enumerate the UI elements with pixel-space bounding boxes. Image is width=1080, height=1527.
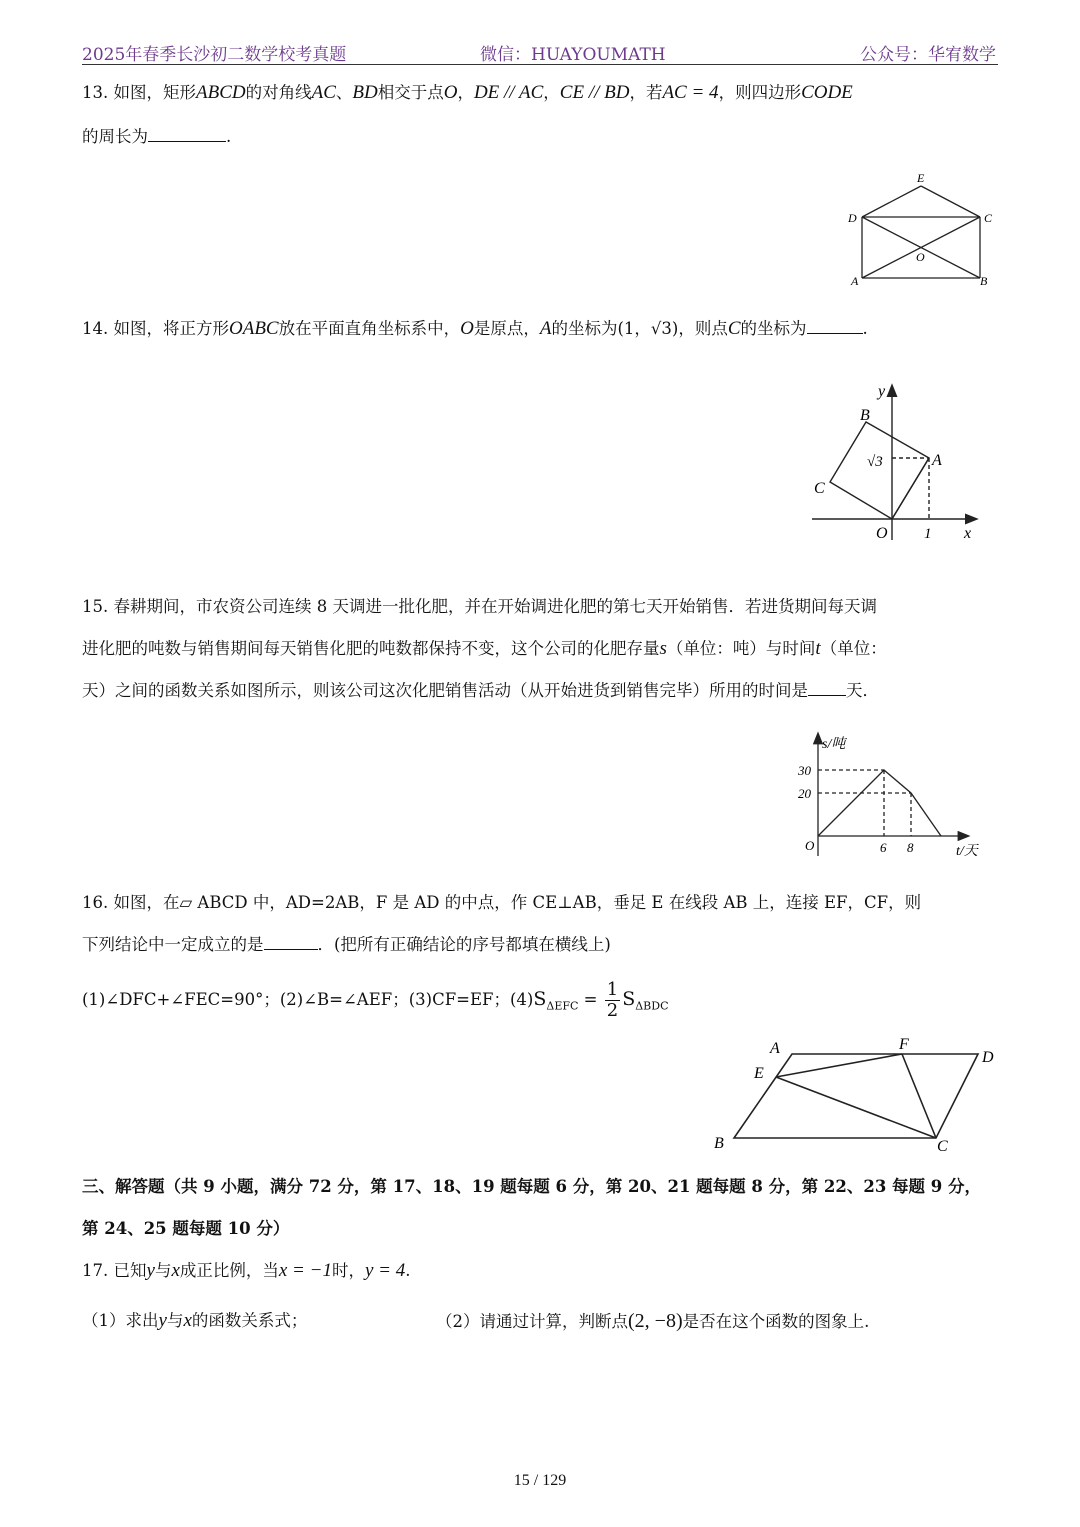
text: . <box>862 319 868 338</box>
text: 如图，在▱ ABCD 中，AD=2AB，F 是 AD 的中点，作 CE⊥AB，垂足 E 在线段 AB 上，连接 EF，CF，则 <box>113 893 922 912</box>
text: ， <box>543 83 560 102</box>
math-s: s <box>659 638 667 659</box>
math-y: y <box>158 1310 167 1331</box>
math-sub-efc: ΔEFC <box>546 999 579 1013</box>
axis-x-label: x <box>964 525 972 542</box>
question-17 <box>82 1260 410 1282</box>
question-number: 17. <box>82 1261 109 1280</box>
math-abcd: ABCD <box>196 82 246 103</box>
math-t: t <box>815 638 821 659</box>
label-e: E <box>917 171 925 185</box>
text: . <box>226 127 232 146</box>
question-number: 15. <box>82 597 109 616</box>
math-x-equals-neg1: x = −1 <box>278 1260 332 1281</box>
label-o: O <box>876 525 888 542</box>
text: ，则四边形 <box>718 83 802 102</box>
question-13-line1 <box>82 82 853 104</box>
label-d: D <box>848 211 857 225</box>
tick-1: 1 <box>924 526 932 542</box>
denominator: 2 <box>606 1000 619 1021</box>
math-s: S <box>533 988 547 1010</box>
fraction-half <box>605 980 620 1021</box>
label-a: A <box>932 452 942 469</box>
question-15-line2 <box>82 638 887 660</box>
options-text: (1)∠DFC+∠FEC=90°；(2)∠B=∠AEF；(3)CF=EF；(4) <box>82 990 534 1009</box>
math-y-equals-4: y = 4 <box>364 1260 406 1281</box>
math-x: x <box>171 1260 180 1281</box>
text: 天）之间的函数关系如图所示，则该公司这次化肥销售活动（从开始进货到销售完毕）所用的时间是 <box>82 681 808 700</box>
figure-15-stock-graph <box>786 728 986 863</box>
math-c: C <box>727 318 741 339</box>
label-c: C <box>937 1138 948 1155</box>
label-c: C <box>984 211 993 225</box>
text: 的坐标为(1， <box>551 319 651 338</box>
text: ，若 <box>629 83 663 102</box>
label-a: A <box>851 274 859 288</box>
origin-label: O <box>805 838 815 853</box>
math-a: A <box>539 318 552 339</box>
axis-y-label: s/吨 <box>822 737 846 752</box>
math-o: O <box>443 82 458 103</box>
answer-blank <box>807 319 863 334</box>
tick-sqrt3: √3 <box>867 454 883 470</box>
figure-13-rectangle <box>840 168 1000 292</box>
tick-30: 30 <box>798 763 811 778</box>
text: 是否在这个函数的图象上. <box>682 1312 870 1331</box>
question-17-part-2 <box>436 1310 869 1333</box>
text: 放在平面直角坐标系中， <box>278 319 461 338</box>
label-b: B <box>980 274 988 288</box>
text: 的坐标为 <box>740 319 807 338</box>
text: ．(把所有正确结论的序号都填在横线上) <box>317 935 611 954</box>
question-number: 16. <box>82 893 109 912</box>
figure-14-square-coordinates <box>808 380 988 545</box>
label-f: F <box>899 1036 909 1053</box>
text: 已知 <box>113 1261 147 1280</box>
question-16-options <box>82 976 669 1029</box>
text: 的周长为 <box>82 127 148 146</box>
label-o: O <box>916 250 925 264</box>
question-13-line2 <box>82 126 231 148</box>
question-16-line2 <box>82 934 611 956</box>
label-c: C <box>814 480 825 497</box>
label-d: D <box>982 1049 994 1066</box>
text: （单位： <box>820 639 887 658</box>
math-bd: BD <box>352 82 378 103</box>
axis-y-label: y <box>878 383 886 400</box>
numerator: 1 <box>606 979 619 1000</box>
text: ， <box>457 83 474 102</box>
axis-x-label: t/天 <box>956 844 978 859</box>
header-wechat: 微信：HUAYOUMATH <box>480 45 666 65</box>
question-number: 13. <box>82 83 109 102</box>
math-sub-bdc: ΔBDC <box>635 999 669 1013</box>
label-a: A <box>770 1040 780 1057</box>
question-14-line1 <box>82 318 868 340</box>
text: 如图，矩形 <box>113 83 196 102</box>
answer-blank <box>264 935 318 950</box>
text: 进化肥的吨数与销售期间每天销售化肥的吨数都保持不变，这个公司的化肥存量 <box>82 639 660 658</box>
answer-blank <box>808 681 846 696</box>
question-17-part-1 <box>82 1310 307 1332</box>
text: （单位：吨）与时间 <box>666 639 816 658</box>
math-de-parallel-ac: DE // AC <box>473 82 544 103</box>
text: 是原点， <box>473 319 540 338</box>
text: （2）请通过计算，判断点 <box>436 1312 628 1331</box>
section-3-heading <box>82 1176 981 1198</box>
question-15-line1 <box>82 596 877 618</box>
math-ac-equals-4: AC = 4 <box>662 82 719 103</box>
math-x: x <box>183 1310 192 1331</box>
page-header <box>82 38 998 65</box>
section-3-heading-line2 <box>82 1218 289 1240</box>
text: 下列结论中一定成立的是 <box>82 935 264 954</box>
page-number: 15 / 129 <box>513 1472 567 1489</box>
math-o: O <box>460 318 474 339</box>
question-16-line1 <box>82 892 921 914</box>
text: 、 <box>335 83 353 102</box>
math-y: y <box>146 1260 155 1281</box>
text: 的对角线 <box>245 83 312 102</box>
math-sqrt3: √3 <box>650 319 672 338</box>
text: 与 <box>154 1261 172 1280</box>
math-s: S <box>622 988 636 1010</box>
question-15-line3 <box>82 680 879 702</box>
text: 成正比例，当 <box>179 1261 279 1280</box>
text: 的函数关系式； <box>191 1311 308 1330</box>
figure-16-parallelogram <box>706 1030 1006 1155</box>
text: 天． <box>846 681 879 700</box>
tick-20: 20 <box>798 786 811 801</box>
label-b: B <box>714 1135 724 1152</box>
header-account: 公众号：华宥数学 <box>860 45 996 65</box>
math-oabc: OABC <box>229 318 279 339</box>
math-equals: = <box>583 990 598 1009</box>
text: 第 24、25 题每题 10 分） <box>82 1219 290 1238</box>
tick-8: 8 <box>907 840 914 855</box>
answer-blank <box>148 127 226 142</box>
text: . <box>405 1261 411 1280</box>
math-point: (2, −8) <box>628 1310 683 1332</box>
text: 与 <box>166 1311 184 1330</box>
question-number: 14. <box>82 319 109 338</box>
math-ce-parallel-bd: CE // BD <box>559 82 630 103</box>
text: 时， <box>331 1261 365 1280</box>
header-title: 2025年春季长沙初二数学校考真题 <box>82 45 347 65</box>
text: 春耕期间，市农资公司连续 8 天调进一批化肥，并在开始调进化肥的第七天开始销售．若进货期间每天调 <box>113 597 877 616</box>
text: )，则点 <box>671 319 728 338</box>
text: 如图，将正方形 <box>113 319 229 338</box>
math-code: CODE <box>801 82 853 103</box>
text: 相交于点 <box>377 83 444 102</box>
math-ac: AC <box>311 82 336 103</box>
text: （1）求出 <box>82 1311 159 1330</box>
text: 三、解答题（共 9 小题，满分 72 分，第 17、18、19 题每题 6 分，第 20、21 题每题 8 分，第 22、23 每题 9 分， <box>82 1177 982 1196</box>
label-b: B <box>860 407 870 424</box>
tick-6: 6 <box>880 840 887 855</box>
label-e: E <box>754 1065 764 1082</box>
